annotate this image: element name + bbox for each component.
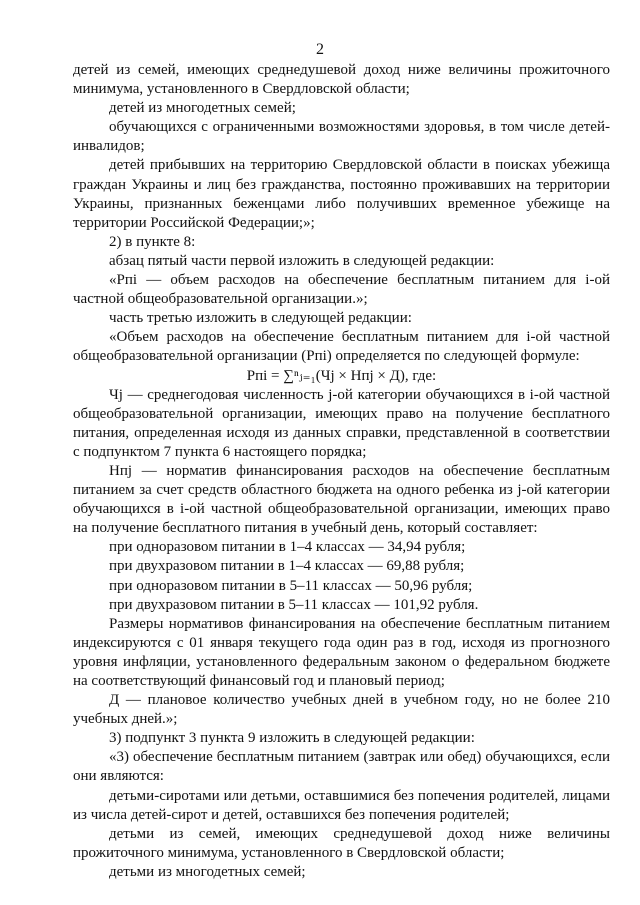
- formula: Рпi = ∑ⁿⱼ₌₁(Чj × Нпj × Д), где:: [246, 367, 437, 384]
- page-number: 2: [316, 41, 324, 58]
- paragraph: детей из семей, имеющих среднедушевой доход ниже величины прожиточного минимума, установленного в Свердловской области;: [73, 62, 610, 98]
- paragraph: «3) обеспечение бесплатным питанием (завтрак или обед) обучающихся, если они являются:: [73, 749, 610, 785]
- paragraph: часть третью изложить в следующей редакции:: [109, 310, 412, 327]
- paragraph: абзац пятый части первой изложить в следующей редакции:: [109, 252, 495, 269]
- list-item: при одноразовом питании в 1–4 классах — 34,94 рубля;: [109, 539, 466, 556]
- document-body: [73, 61, 610, 882]
- list-item: при двухразовом питании в 1–4 классах — 69,88 рубля;: [109, 558, 465, 575]
- paragraph: Чj — среднегодовая численность j-ой категории обучающихся в i-ой частной общеобразовательной организации, имеющих право на получение бесплатного питания, определенная исходя из данных справки, представленной в соответствии с подпунктом 7 пункта 6 настоящего порядка;: [73, 386, 610, 460]
- paragraph: Размеры нормативов финансирования на обеспечение бесплатным питанием индексируются с 01 января текущего года один раз в год, исходя из прогнозного уровня инфляции, установленного федеральным законом о федеральном бюджете на соответствующий финансовый год и плановый период;: [73, 615, 610, 689]
- paragraph: Д — плановое количество учебных дней в учебном году, но не более 210 учебных дней.»;: [73, 692, 610, 728]
- list-item: при двухразовом питании в 5–11 классах — 101,92 рубля.: [109, 596, 479, 613]
- paragraph: 3) подпункт 3 пункта 9 изложить в следующей редакции:: [109, 730, 475, 747]
- paragraph: обучающихся с ограниченными возможностями здоровья, в том числе детей-инвалидов;: [73, 119, 610, 155]
- paragraph: «Объем расходов на обеспечение бесплатным питанием для i-ой частной общеобразовательной организации (Рпi) определяется по следующей формуле:: [73, 329, 610, 365]
- paragraph: 2) в пункте 8:: [109, 233, 196, 250]
- paragraph: Нпj — норматив финансирования расходов на обеспечение бесплатным питанием за счет средств областного бюджета на одного ребенка из j-ой категории обучающихся в i-ой частной общеобразовательной организации, имеющих право на получение бесплатного питания в учебный день, который составляет:: [73, 462, 610, 537]
- paragraph: «Pпi — объем расходов на обеспечение бесплатным питанием для i-ой частной общеобразовательной организации.»;: [73, 272, 610, 308]
- list-item: при одноразовом питании в 5–11 классах — 50,96 рубля;: [109, 577, 473, 594]
- paragraph: детей из многодетных семей;: [109, 100, 296, 117]
- paragraph: детьми из многодетных семей;: [109, 863, 306, 880]
- paragraph: детьми-сиротами или детьми, оставшимися без попечения родителей, лицами из числа детей-сирот и детей, оставшихся без попечения родителей;: [73, 787, 610, 823]
- paragraph: детей прибывших на территорию Свердловской области в поисках убежища граждан Украины и лиц без гражданства, постоянно проживавших на территории Украины, признанных беженцами либо получивших временное убежище на территории Российской Федерации;»;: [73, 157, 610, 231]
- paragraph: детьми из семей, имеющих среднедушевой доход ниже величины прожиточного минимума, установленного в Свердловской области;: [73, 825, 610, 861]
